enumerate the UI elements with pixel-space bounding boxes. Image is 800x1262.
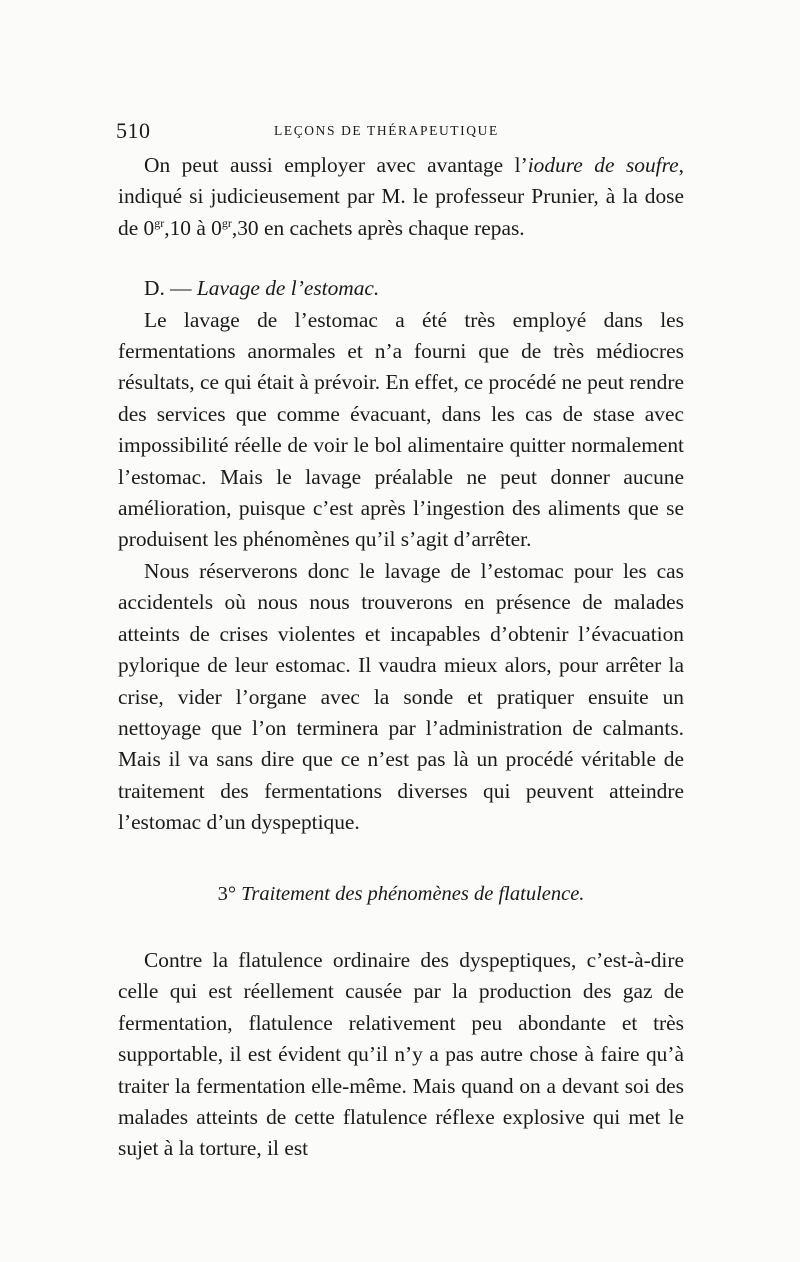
section-title: Traitement des phénomènes de flatulence. — [241, 882, 585, 905]
running-title: LEÇONS DE THÉRAPEUTIQUE — [274, 123, 499, 138]
running-head — [116, 118, 688, 144]
paragraph-text: ,10 à 0 — [164, 215, 222, 240]
unit-superscript: gr — [221, 215, 232, 230]
paragraph-text: ,30 en cachets après chaque repas. — [231, 215, 525, 240]
unit-superscript: gr — [154, 215, 165, 230]
paragraph-lavage: Le lavage de l’estomac a été très employé dans les fermentations anormales et n’a fourni que de très médiocres résultats, ce qui était à prévoir. En effet, ce procédé ne peut rendre des services que comme évacuant, dans les cas de stase avec impossibilité réelle de voir le bol alimentaire quitter normalement l’estomac. Mais le lavage préalable ne peut donner aucune amélioration, puisque c’est après l’ingestion des aliments que se produisent les phénomènes qu’il s’agit d’arrêter. — [118, 307, 684, 552]
section-number: 3° — [217, 882, 237, 905]
paragraph-iodure — [118, 150, 684, 244]
paragraph-text: , indiqué si judicieusement par M. le professeur Prunier, à la dose de 0 — [118, 153, 684, 240]
italic-term: iodure de soufre — [527, 153, 679, 177]
paragraph-reserverons: Nous réserverons donc le lavage de l’estomac pour les cas accidentels où nous nous trouverons en présence de malades atteints de crises violentes et incapables d’obtenir l’évacuation pylorique de leur estomac. Il vaudra mieux alors, pour arrêter la crise, vider l’organe avec la sonde et pratiquer ensuite un nettoyage que l’on terminera par l’administration de calmants. Mais il va sans dire que ce n’est pas là un procédé véritable de traitement des fermentations diverses qui peuvent atteindre l’estomac d’un dyspeptique. — [118, 558, 684, 835]
body-text — [118, 150, 684, 1165]
subheading-title: Lavage de l’estomac. — [196, 276, 380, 301]
subheading-lavage — [118, 273, 684, 304]
section-heading — [118, 879, 684, 910]
page-number: 510 — [116, 118, 151, 143]
subheading-letter: D. — — [144, 276, 192, 301]
paragraph-flatulence: Contre la flatulence ordinaire des dyspeptiques, c’est-à-dire celle qui est réellement causée par la production des gaz de fermentation, flatulence relativement peu abondante et très supportable, il est évident qu’il n’y a pas autre chose à faire qu’à traiter la fermentation elle-même. Mais quand on a devant soi des malades atteints de cette flatulence réflexe explosive qui met le sujet à la torture, il est — [118, 947, 684, 1161]
paragraph-text: On peut aussi employer avec avantage l’ — [144, 153, 528, 177]
